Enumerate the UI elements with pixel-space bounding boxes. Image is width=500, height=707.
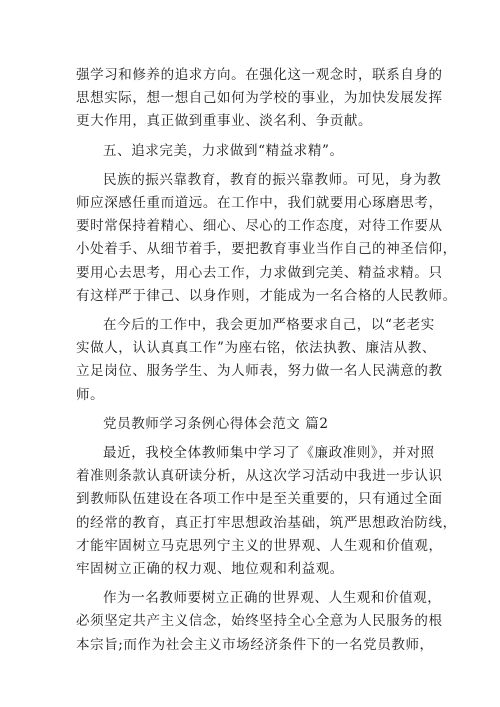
text-line: 更大作用，真正做到重事业、淡名利、争贡献。 xyxy=(76,113,373,130)
paragraph-worldview xyxy=(76,587,443,657)
text-line: 作为一名教师要树立正确的世界观、人生观和价值观， xyxy=(103,590,442,607)
paragraph-future-work xyxy=(76,314,443,407)
text-line: 到教师队伍建设在各项工作中是至关重要的，只有通过全面 xyxy=(76,491,443,508)
section-heading-5: 五、追求完美，力求做到“精益求精”。 xyxy=(103,142,344,159)
text-line: 的经常的教育，真正打牢思想政治基础，筑严思想政治防线， xyxy=(76,514,457,531)
section-title: 党员教师学习条例心得体会范文 篇2 xyxy=(103,415,329,432)
text-line: 在今后的工作中，我会更加严格要求自己，以“老老实 xyxy=(103,317,435,334)
text-line: 实做人，认认真真工作”为座右铭，依法执教、廉洁从教、 xyxy=(76,340,437,357)
text-line: 着准则条款认真研读分析，从这次学习活动中我进一步认识 xyxy=(76,468,443,485)
text-line: 民族的振兴靠教育，教育的振兴靠教师。可见，身为教 xyxy=(103,171,442,188)
text-line: 强学习和修养的追求方向。在强化这一观念时，联系自身的 xyxy=(76,67,443,83)
text-line: 要用心去思考，用心去工作，力求做到完美、精益求精。只 xyxy=(76,264,443,281)
text-line: 师应深感任重而道远。在工作中，我们就要用心琢磨思考， xyxy=(76,195,443,212)
text-line: 立足岗位、服务学生、为人师表，努力做一名人民满意的教 xyxy=(76,363,443,380)
text-line: 小处着手、从细节着手，要把教育事业当作自己的神圣信仰， xyxy=(76,241,457,258)
text-line: 有这样严于律己、以身作则，才能成为一名合格的人民教师。 xyxy=(76,287,457,304)
paragraph-education xyxy=(76,169,457,308)
paragraph-continuation xyxy=(76,64,443,134)
text-line: 要时常保持着精心、细心、尽心的工作态度，对待工作要从 xyxy=(76,218,443,235)
paragraph-study xyxy=(76,442,457,581)
text-line: 最近，我校全体教师集中学习了《廉政准则》，并对照 xyxy=(103,445,435,462)
text-line: 思想实际，想一想自己如何为学校的事业，为加快发展发挥 xyxy=(76,90,443,107)
text-line: 本宗旨;而作为社会主义市场经济条件下的一名党员教师， xyxy=(76,636,434,653)
text-line: 必须坚定共产主义信念，始终坚持全心全意为人民服务的根 xyxy=(76,613,443,630)
text-line: 才能牢固树立马克思列宁主义的世界观、人生观和价值观， xyxy=(76,537,443,554)
text-line: 牢固树立正确的权力观、地位观和利益观。 xyxy=(76,561,344,578)
document-page xyxy=(76,64,457,657)
text-line: 师。 xyxy=(76,386,105,403)
